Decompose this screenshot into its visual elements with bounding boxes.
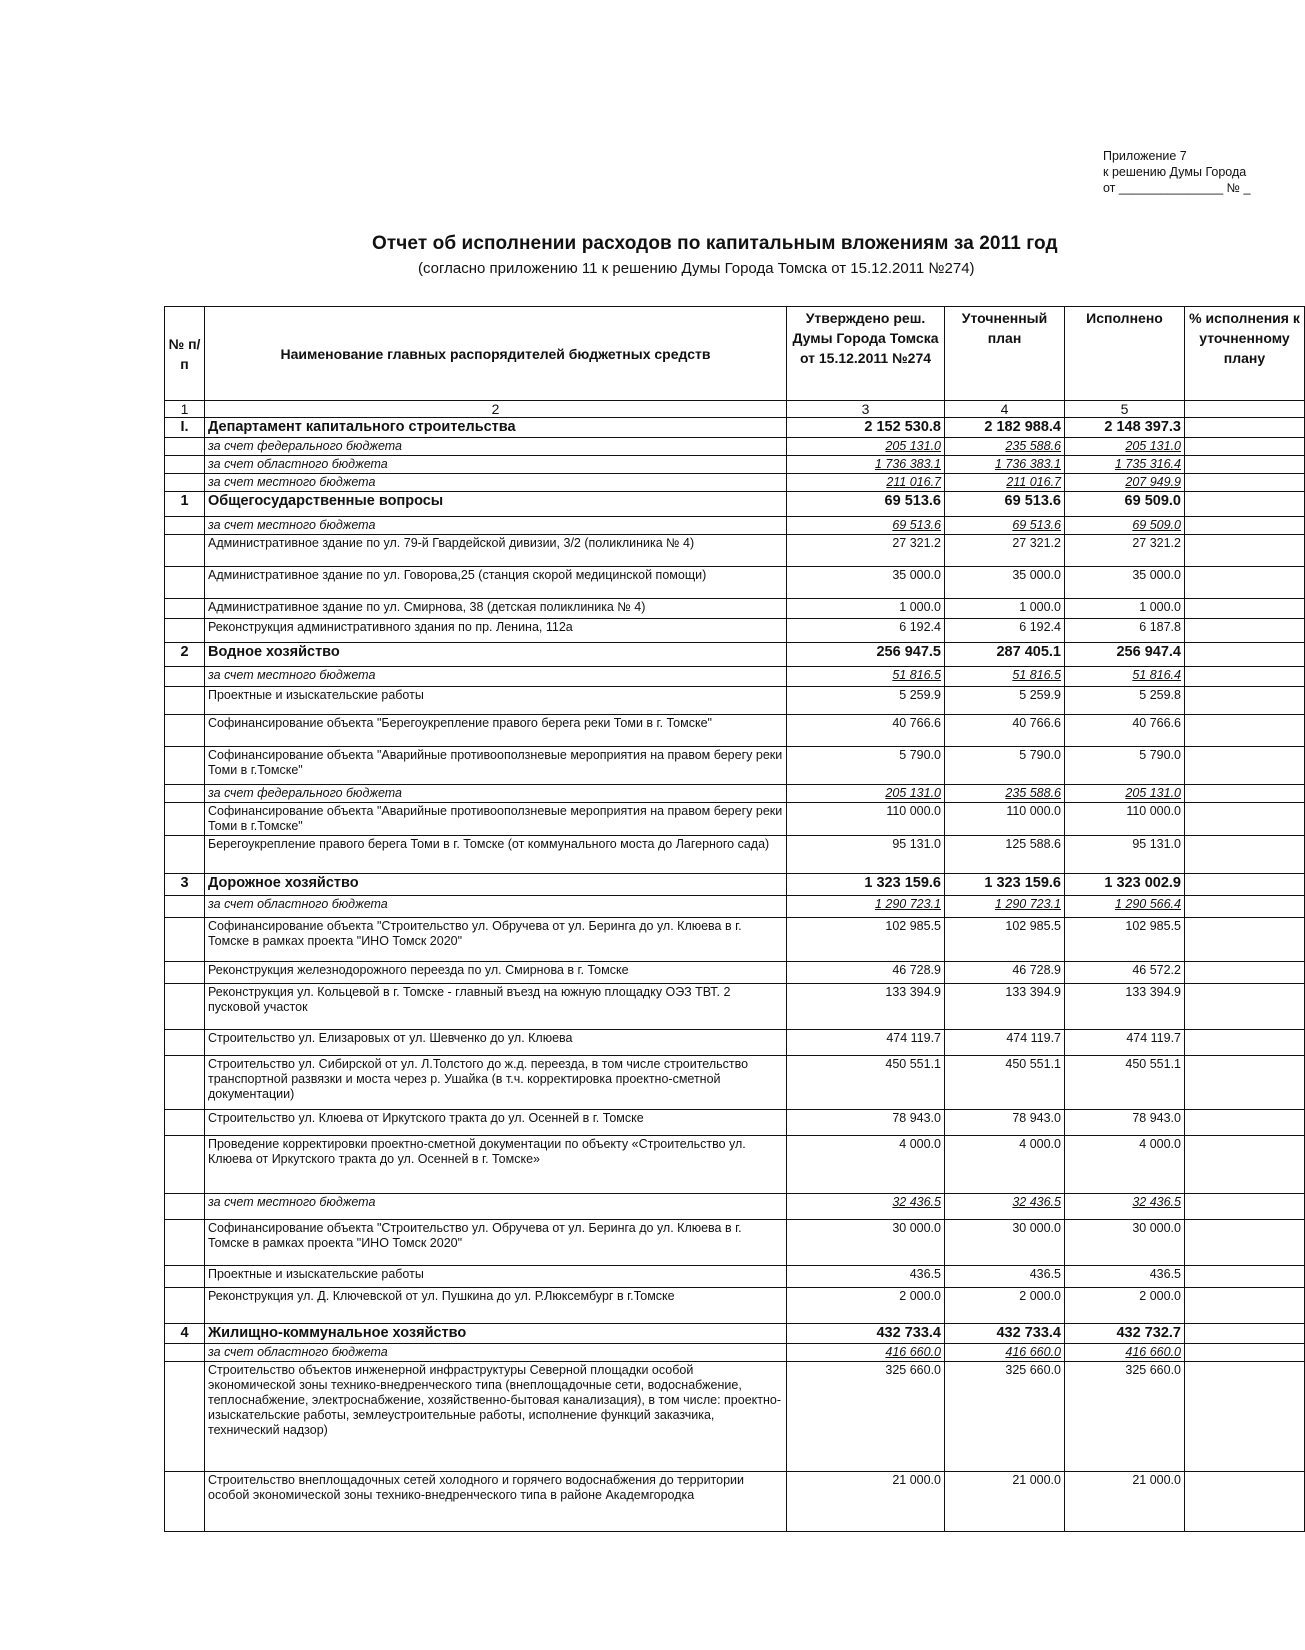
row-percent	[1185, 803, 1305, 836]
row-plan: 211 016.7	[945, 474, 1065, 492]
row-plan: 235 588.6	[945, 438, 1065, 456]
row-plan: 1 323 159.6	[945, 874, 1065, 896]
row-plan: 51 816.5	[945, 667, 1065, 687]
row-executed: 35 000.0	[1065, 567, 1185, 599]
row-name: Строительство ул. Сибирской от ул. Л.Толстого до ж.д. переезда, в том числе строительство транспортной развязки и моста через р. Ушайка (в т.ч. корректировка проектно-сметной документации)	[205, 1056, 787, 1110]
row-executed: 46 572.2	[1065, 962, 1185, 984]
row-percent	[1185, 896, 1305, 918]
row-plan: 30 000.0	[945, 1220, 1065, 1266]
table-row	[165, 1056, 1305, 1110]
row-number	[165, 1266, 205, 1288]
row-percent	[1185, 418, 1305, 438]
row-plan: 110 000.0	[945, 803, 1065, 836]
row-percent	[1185, 836, 1305, 874]
row-percent	[1185, 1324, 1305, 1344]
appendix-line-3: от _______________ № _	[1103, 181, 1251, 195]
row-executed: 133 394.9	[1065, 984, 1185, 1030]
table-row	[165, 918, 1305, 962]
row-approved: 1 000.0	[787, 599, 945, 619]
row-plan: 21 000.0	[945, 1472, 1065, 1532]
row-plan: 325 660.0	[945, 1362, 1065, 1472]
row-executed: 78 943.0	[1065, 1110, 1185, 1136]
row-executed: 1 290 566.4	[1065, 896, 1185, 918]
row-percent	[1185, 492, 1305, 517]
row-approved: 2 000.0	[787, 1288, 945, 1324]
row-executed: 450 551.1	[1065, 1056, 1185, 1110]
row-plan: 5 790.0	[945, 747, 1065, 785]
row-percent	[1185, 1030, 1305, 1056]
appendix-note	[1103, 148, 1250, 196]
row-name: Софинансирование объекта "Аварийные противооползневые мероприятия на правом берегу реки Томи в г.Томске"	[205, 803, 787, 836]
table-row	[165, 1030, 1305, 1056]
row-number	[165, 1194, 205, 1220]
row-approved: 325 660.0	[787, 1362, 945, 1472]
row-plan: 235 588.6	[945, 785, 1065, 803]
row-number	[165, 517, 205, 535]
row-percent	[1185, 1472, 1305, 1532]
row-name: Реконструкция ул. Д. Ключевской от ул. Пушкина до ул. Р.Люксембург в г.Томске	[205, 1288, 787, 1324]
row-name: Реконструкция железнодорожного переезда по ул. Смирнова в г. Томске	[205, 962, 787, 984]
document-subtitle: (согласно приложению 11 к решению Думы Города Томска от 15.12.2011 №274)	[418, 260, 975, 277]
row-number	[165, 1056, 205, 1110]
row-approved: 110 000.0	[787, 803, 945, 836]
header-percent: % исполнения к уточненному плану	[1185, 307, 1305, 401]
row-executed: 1 000.0	[1065, 599, 1185, 619]
row-executed: 102 985.5	[1065, 918, 1185, 962]
row-number	[165, 438, 205, 456]
row-name: Проведение корректировки проектно-сметной документации по объекту «Строительство ул. Клюева от Иркутского тракта до ул. Осенней в г. Томске»	[205, 1136, 787, 1194]
colnum-2: 2	[205, 401, 787, 418]
row-executed: 30 000.0	[1065, 1220, 1185, 1266]
row-percent	[1185, 456, 1305, 474]
row-approved: 5 259.9	[787, 687, 945, 715]
colnum-4: 4	[945, 401, 1065, 418]
row-percent	[1185, 643, 1305, 667]
capital-investment-table	[164, 306, 1305, 1532]
row-plan: 287 405.1	[945, 643, 1065, 667]
row-number	[165, 836, 205, 874]
row-approved: 6 192.4	[787, 619, 945, 643]
table-row	[165, 535, 1305, 567]
row-percent	[1185, 687, 1305, 715]
row-name: за счет областного бюджета	[205, 456, 787, 474]
row-number	[165, 456, 205, 474]
row-name: Общегосударственные вопросы	[205, 492, 787, 517]
row-approved: 474 119.7	[787, 1030, 945, 1056]
table-row	[165, 1472, 1305, 1532]
row-name: Проектные и изыскательские работы	[205, 1266, 787, 1288]
row-number	[165, 984, 205, 1030]
table-row	[165, 803, 1305, 836]
row-executed: 6 187.8	[1065, 619, 1185, 643]
row-name: за счет областного бюджета	[205, 1344, 787, 1362]
row-executed: 110 000.0	[1065, 803, 1185, 836]
row-plan: 69 513.6	[945, 517, 1065, 535]
row-executed: 40 766.6	[1065, 715, 1185, 747]
colnum-3: 3	[787, 401, 945, 418]
funding-source-row	[165, 785, 1305, 803]
row-executed: 27 321.2	[1065, 535, 1185, 567]
row-number	[165, 747, 205, 785]
row-name: Софинансирование объекта "Аварийные противооползневые мероприятия на правом берегу реки Томи в г.Томске"	[205, 747, 787, 785]
row-approved: 205 131.0	[787, 438, 945, 456]
row-percent	[1185, 619, 1305, 643]
row-plan: 32 436.5	[945, 1194, 1065, 1220]
row-approved: 46 728.9	[787, 962, 945, 984]
table-row	[165, 1110, 1305, 1136]
row-executed: 416 660.0	[1065, 1344, 1185, 1362]
row-approved: 27 321.2	[787, 535, 945, 567]
document-title: Отчет об исполнении расходов по капитальным вложениям за 2011 год	[372, 233, 1058, 254]
row-approved: 69 513.6	[787, 492, 945, 517]
row-plan: 1 736 383.1	[945, 456, 1065, 474]
row-percent	[1185, 474, 1305, 492]
row-name: Департамент капитального строительства	[205, 418, 787, 438]
row-executed: 205 131.0	[1065, 785, 1185, 803]
row-approved: 32 436.5	[787, 1194, 945, 1220]
row-approved: 35 000.0	[787, 567, 945, 599]
row-percent	[1185, 535, 1305, 567]
table-row	[165, 567, 1305, 599]
row-executed: 205 131.0	[1065, 438, 1185, 456]
row-number	[165, 1288, 205, 1324]
row-name: за счет местного бюджета	[205, 517, 787, 535]
row-name: Жилищно-коммунальное хозяйство	[205, 1324, 787, 1344]
colnum-1: 1	[165, 401, 205, 418]
table-row	[165, 962, 1305, 984]
row-name: Строительство ул. Елизаровых от ул. Шевченко до ул. Клюева	[205, 1030, 787, 1056]
funding-source-row	[165, 1344, 1305, 1362]
row-plan: 69 513.6	[945, 492, 1065, 517]
section-row	[165, 1324, 1305, 1344]
header-plan: Уточненный план	[945, 307, 1065, 401]
row-number	[165, 1220, 205, 1266]
row-percent	[1185, 962, 1305, 984]
header-name: Наименование главных распорядителей бюджетных средств	[205, 307, 787, 401]
row-approved: 450 551.1	[787, 1056, 945, 1110]
table-row	[165, 836, 1305, 874]
row-plan: 78 943.0	[945, 1110, 1065, 1136]
row-percent	[1185, 1136, 1305, 1194]
row-number: 3	[165, 874, 205, 896]
row-number	[165, 667, 205, 687]
row-number	[165, 619, 205, 643]
row-percent	[1185, 1362, 1305, 1472]
row-name: Строительство объектов инженерной инфраструктуры Северной площадки особой экономической зоны технико-внедренческого типа (внеплощадочные сети, водоснабжение, теплоснабжение, электроснабжение, хозяйственно-бытовая канализация), в том числе: проектно-изыскательские работы, землеустроительные работы, исполнение функций заказчика, технический надзор)	[205, 1362, 787, 1472]
row-percent	[1185, 874, 1305, 896]
header-num: № п/п	[165, 307, 205, 401]
funding-source-row	[165, 456, 1305, 474]
row-approved: 436.5	[787, 1266, 945, 1288]
table-row	[165, 619, 1305, 643]
row-number	[165, 785, 205, 803]
row-percent	[1185, 567, 1305, 599]
row-number: 1	[165, 492, 205, 517]
row-number	[165, 1472, 205, 1532]
funding-source-row	[165, 1194, 1305, 1220]
row-number	[165, 918, 205, 962]
row-name: Софинансирование объекта "Строительство ул. Обручева от ул. Беринга до ул. Клюева в г. Томске в рамках проекта "ИНО Томск 2020"	[205, 1220, 787, 1266]
funding-source-row	[165, 517, 1305, 535]
funding-source-row	[165, 667, 1305, 687]
row-plan: 46 728.9	[945, 962, 1065, 984]
row-plan: 6 192.4	[945, 619, 1065, 643]
row-name: за счет местного бюджета	[205, 667, 787, 687]
row-approved: 1 736 383.1	[787, 456, 945, 474]
row-plan: 133 394.9	[945, 984, 1065, 1030]
row-plan: 2 000.0	[945, 1288, 1065, 1324]
row-percent	[1185, 1288, 1305, 1324]
row-name: Реконструкция ул. Кольцевой в г. Томске - главный въезд на южную площадку ОЭЗ ТВТ. 2 пусковой участок	[205, 984, 787, 1030]
row-percent	[1185, 1110, 1305, 1136]
row-plan: 27 321.2	[945, 535, 1065, 567]
section-row	[165, 643, 1305, 667]
row-percent	[1185, 1056, 1305, 1110]
funding-source-row	[165, 896, 1305, 918]
row-executed: 21 000.0	[1065, 1472, 1185, 1532]
column-number-row	[165, 401, 1305, 418]
colnum-6	[1185, 401, 1305, 418]
row-name: Строительство внеплощадочных сетей холодного и горячего водоснабжения до территории особой экономической зоны технико-внедренческого типа в районе Академгородка	[205, 1472, 787, 1532]
row-executed: 95 131.0	[1065, 836, 1185, 874]
row-number	[165, 1362, 205, 1472]
row-executed: 5 259.8	[1065, 687, 1185, 715]
row-approved: 21 000.0	[787, 1472, 945, 1532]
row-approved: 69 513.6	[787, 517, 945, 535]
table-row	[165, 1220, 1305, 1266]
row-name: Берегоукрепление правого берега Томи в г. Томске (от коммунального моста до Лагерного сада)	[205, 836, 787, 874]
row-executed: 69 509.0	[1065, 517, 1185, 535]
row-percent	[1185, 667, 1305, 687]
row-executed: 256 947.4	[1065, 643, 1185, 667]
header-approved: Утверждено реш. Думы Города Томска от 15.12.2011 №274	[787, 307, 945, 401]
row-percent	[1185, 984, 1305, 1030]
row-approved: 51 816.5	[787, 667, 945, 687]
row-name: Водное хозяйство	[205, 643, 787, 667]
row-plan: 1 290 723.1	[945, 896, 1065, 918]
table-row	[165, 1136, 1305, 1194]
row-percent	[1185, 918, 1305, 962]
row-executed: 325 660.0	[1065, 1362, 1185, 1472]
row-executed: 32 436.5	[1065, 1194, 1185, 1220]
row-number	[165, 1344, 205, 1362]
row-number: 2	[165, 643, 205, 667]
row-percent	[1185, 785, 1305, 803]
section-row	[165, 492, 1305, 517]
funding-source-row	[165, 438, 1305, 456]
header-row	[165, 307, 1305, 401]
row-name: Софинансирование объекта "Берегоукрепление правого берега реки Томи в г. Томске"	[205, 715, 787, 747]
row-executed: 2 000.0	[1065, 1288, 1185, 1324]
row-executed: 1 735 316.4	[1065, 456, 1185, 474]
row-executed: 436.5	[1065, 1266, 1185, 1288]
row-number: 4	[165, 1324, 205, 1344]
row-name: Административное здание по ул. Смирнова, 38 (детская поликлиника № 4)	[205, 599, 787, 619]
row-number	[165, 535, 205, 567]
row-number	[165, 803, 205, 836]
row-plan: 40 766.6	[945, 715, 1065, 747]
row-percent	[1185, 1266, 1305, 1288]
row-approved: 1 323 159.6	[787, 874, 945, 896]
table-row	[165, 599, 1305, 619]
row-number	[165, 1110, 205, 1136]
row-executed: 5 790.0	[1065, 747, 1185, 785]
row-number	[165, 1136, 205, 1194]
row-approved: 40 766.6	[787, 715, 945, 747]
row-approved: 416 660.0	[787, 1344, 945, 1362]
row-executed: 207 949.9	[1065, 474, 1185, 492]
row-plan: 436.5	[945, 1266, 1065, 1288]
row-name: Строительство ул. Клюева от Иркутского тракта до ул. Осенней в г. Томске	[205, 1110, 787, 1136]
row-percent	[1185, 438, 1305, 456]
header-executed: Исполнено	[1065, 307, 1185, 401]
row-approved: 102 985.5	[787, 918, 945, 962]
row-name: Проектные и изыскательские работы	[205, 687, 787, 715]
row-plan: 2 182 988.4	[945, 418, 1065, 438]
row-executed: 474 119.7	[1065, 1030, 1185, 1056]
row-name: Софинансирование объекта "Строительство ул. Обручева от ул. Беринга до ул. Клюева в г. Томске в рамках проекта "ИНО Томск 2020"	[205, 918, 787, 962]
row-executed: 2 148 397.3	[1065, 418, 1185, 438]
funding-source-row	[165, 474, 1305, 492]
row-plan: 4 000.0	[945, 1136, 1065, 1194]
table-row	[165, 687, 1305, 715]
row-name: Административное здание по ул. 79-й Гвардейской дивизии, 3/2 (поликлиника № 4)	[205, 535, 787, 567]
row-percent	[1185, 1194, 1305, 1220]
row-name: за счет местного бюджета	[205, 474, 787, 492]
row-name: за счет федерального бюджета	[205, 785, 787, 803]
row-approved: 95 131.0	[787, 836, 945, 874]
row-plan: 125 588.6	[945, 836, 1065, 874]
row-name: за счет местного бюджета	[205, 1194, 787, 1220]
row-percent	[1185, 599, 1305, 619]
section-row	[165, 874, 1305, 896]
row-number: I.	[165, 418, 205, 438]
table-body	[165, 418, 1305, 1532]
row-approved: 432 733.4	[787, 1324, 945, 1344]
row-number	[165, 599, 205, 619]
row-executed: 69 509.0	[1065, 492, 1185, 517]
row-approved: 4 000.0	[787, 1136, 945, 1194]
table-row	[165, 715, 1305, 747]
row-name: за счет областного бюджета	[205, 896, 787, 918]
table-row	[165, 747, 1305, 785]
row-number	[165, 962, 205, 984]
table-row	[165, 1362, 1305, 1472]
row-plan: 474 119.7	[945, 1030, 1065, 1056]
row-approved: 30 000.0	[787, 1220, 945, 1266]
table-row	[165, 1288, 1305, 1324]
colnum-5: 5	[1065, 401, 1185, 418]
row-plan: 102 985.5	[945, 918, 1065, 962]
row-plan: 5 259.9	[945, 687, 1065, 715]
row-approved: 2 152 530.8	[787, 418, 945, 438]
row-approved: 5 790.0	[787, 747, 945, 785]
row-approved: 78 943.0	[787, 1110, 945, 1136]
row-percent	[1185, 1220, 1305, 1266]
row-percent	[1185, 715, 1305, 747]
row-name: за счет федерального бюджета	[205, 438, 787, 456]
row-percent	[1185, 1344, 1305, 1362]
table-row	[165, 984, 1305, 1030]
table-row	[165, 1266, 1305, 1288]
row-number	[165, 567, 205, 599]
row-number	[165, 687, 205, 715]
row-plan: 432 733.4	[945, 1324, 1065, 1344]
row-name: Административное здание по ул. Говорова,25 (станция скорой медицинской помощи)	[205, 567, 787, 599]
row-approved: 211 016.7	[787, 474, 945, 492]
row-executed: 1 323 002.9	[1065, 874, 1185, 896]
row-percent	[1185, 747, 1305, 785]
row-name: Дорожное хозяйство	[205, 874, 787, 896]
row-percent	[1185, 517, 1305, 535]
row-executed: 51 816.4	[1065, 667, 1185, 687]
row-executed: 4 000.0	[1065, 1136, 1185, 1194]
row-plan: 35 000.0	[945, 567, 1065, 599]
row-number	[165, 1030, 205, 1056]
appendix-line-1: Приложение 7	[1103, 149, 1187, 163]
row-plan: 450 551.1	[945, 1056, 1065, 1110]
section-row	[165, 418, 1305, 438]
row-name: Реконструкция административного здания по пр. Ленина, 112а	[205, 619, 787, 643]
row-number	[165, 474, 205, 492]
row-number	[165, 896, 205, 918]
row-approved: 1 290 723.1	[787, 896, 945, 918]
row-plan: 1 000.0	[945, 599, 1065, 619]
appendix-line-2: к решению Думы Города	[1103, 165, 1247, 179]
row-approved: 256 947.5	[787, 643, 945, 667]
row-approved: 133 394.9	[787, 984, 945, 1030]
row-approved: 205 131.0	[787, 785, 945, 803]
row-plan: 416 660.0	[945, 1344, 1065, 1362]
row-number	[165, 715, 205, 747]
row-executed: 432 732.7	[1065, 1324, 1185, 1344]
